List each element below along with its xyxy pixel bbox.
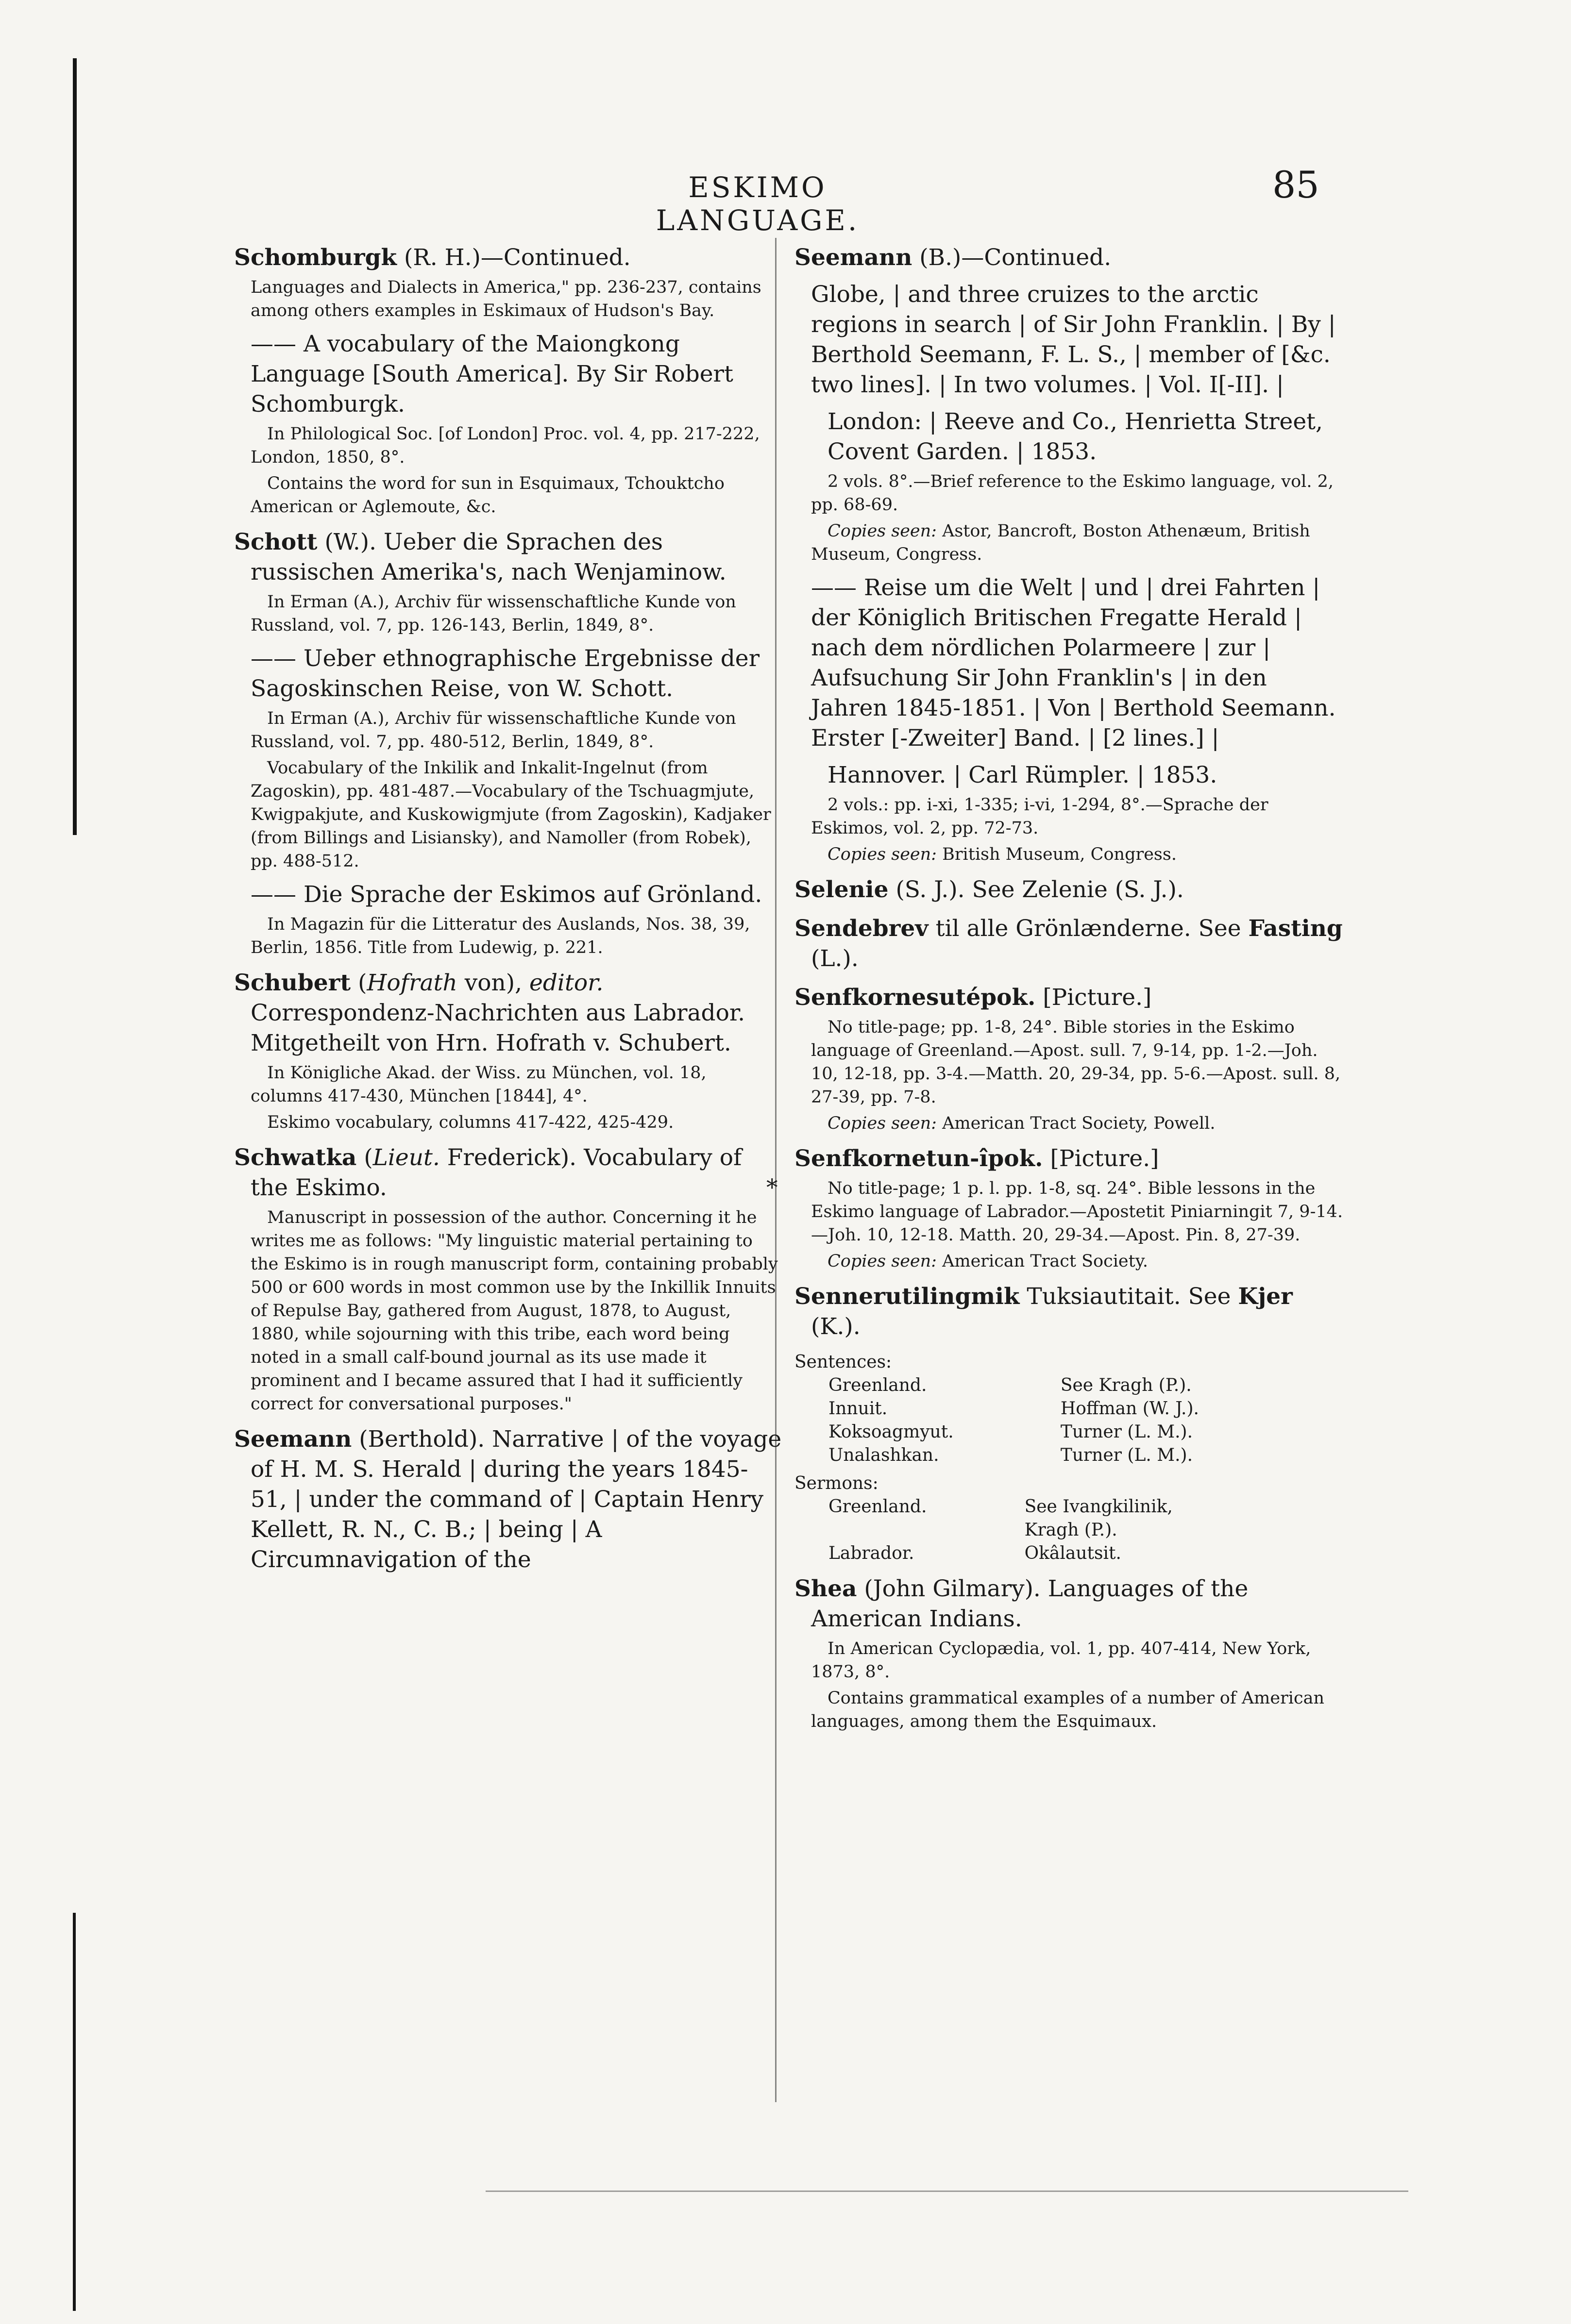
author-name: Schomburgk [234, 244, 397, 271]
index-reference: Okâlautsit. [1024, 1543, 1121, 1563]
entry-sennerutilingmik [794, 1282, 1343, 1342]
continued-label: (R. H.)—Continued. [397, 244, 631, 271]
sermons-table [828, 1495, 1314, 1565]
sermons-label: Sermons: [794, 1473, 878, 1493]
index-subject: Greenland. [828, 1497, 927, 1517]
sentences-table [828, 1374, 1314, 1467]
entry-schott [234, 527, 783, 959]
index-reference: Turner (L. M.). [1060, 1445, 1193, 1465]
entry-heading: Schwatka (Lieut. Frederick). Vocabulary of the Eskimo. * [234, 1144, 778, 1201]
author-name: Sennerutilingmik [794, 1283, 1020, 1310]
entry-heading: Sendebrev til alle Grönlænderne. See Fasting (L.). [794, 915, 1343, 972]
entry-seemann-berthold [234, 1424, 783, 1575]
entry-heading: Senfkornetun-îpok. [Picture.] [794, 1145, 1159, 1172]
index-reference: See Ivangkilinik, [1024, 1497, 1173, 1517]
index-row [828, 1444, 1314, 1467]
entry-shea [794, 1574, 1343, 1733]
entry-note: In Königliche Akad. der Wiss. zu München, vol. 18, columns 417-430, München [1844], 4°. [251, 1063, 707, 1106]
index-row [828, 1374, 1314, 1397]
index-reference: See Kragh (P.). [1060, 1375, 1192, 1395]
entry-note: Manuscript in possession of the author. Concerning it he writes me as follows: "My linguistic material pertaining to the Eskimo is in rough manuscript form, containing probably 500 or 600 words in most common use by the Inkillik Innuits of Repulse Bay, gathered from August, 1878, to August, 1880, while sojourning with this tribe, each word being noted in a small calf-bound journal as its use made it prominent and I became assured that I had it sufficiently correct for conversational purposes." [251, 1208, 778, 1414]
author-name: Seemann [234, 1426, 352, 1453]
entry-subtitle: —— Reise um die Welt | und | drei Fahrten | der Königlich Britischen Fregatte Herald | nach dem nördlichen Polarmeere | zur | Aufsuchung Sir John Franklin's | in den Jahren 1845-1851. | Von | Berthold Seemann. Erster [-Zweiter] Band. | [2 lines.] | [794, 573, 1343, 753]
author-name: Senfkornetun-îpok. [794, 1145, 1043, 1172]
index-reference: Kragh (P.). [1024, 1520, 1117, 1540]
entry-note: In Philological Soc. [of London] Proc. vol. 4, pp. 217-222, London, 1850, 8°. [251, 424, 760, 467]
index-row [828, 1495, 1314, 1519]
index-row [828, 1542, 1314, 1565]
entry-heading: Senfkornesutépok. [Picture.] [794, 984, 1152, 1011]
author-name: Schubert [234, 970, 351, 996]
entry-heading: Schott (W.). Ueber die Sprachen des russischen Amerika's, nach Wenjaminow. [234, 529, 726, 585]
entry-note: Eskimo vocabulary, columns 417-422, 425-429. [267, 1113, 674, 1132]
entry-note: No title-page; pp. 1-8, 24°. Bible stories in the Eskimo language of Greenland.—Apost. sull. 7, 9-14, pp. 1-2.—Joh. 10, 12-18, pp. 3-4.—Matth. 20, 29-34, pp. 5-6.—Apost. sull. 8, 27-39, pp. 7-8. [811, 1018, 1341, 1107]
entry-imprint: Hannover. | Carl Rümpler. | 1853. [828, 762, 1217, 788]
entry-subtitle: —— A vocabulary of the Maiongkong Language [South America]. By Sir Robert Schomburgk. [234, 329, 783, 419]
dash: —— [251, 881, 296, 908]
entry-note: Contains the word for sun in Esquimaux, Tchouktcho American or Aglemoute, &c. [251, 474, 725, 517]
left-margin-rule [73, 58, 77, 835]
entry-heading: Sennerutilingmik Tuksiautitait. See Kjer (K.). [794, 1283, 1293, 1340]
entry-note: In Erman (A.), Archiv für wissenschaftliche Kunde von Russland, vol. 7, pp. 480-512, Berlin, 1849, 8°. [251, 709, 736, 752]
entry-note: Copies seen: British Museum, Congress. [828, 845, 1177, 864]
index-subject: Greenland. [828, 1375, 927, 1395]
left-margin-rule-lower [73, 1913, 76, 2311]
author-name: Senfkornesutépok. [794, 984, 1036, 1011]
author-name: Schwatka [234, 1144, 357, 1171]
entry-senfkornetun [794, 1144, 1343, 1273]
left-column [234, 243, 783, 1584]
entry-schomburgk [234, 243, 783, 518]
entry-heading [234, 243, 783, 273]
sentences-label: Sentences: [794, 1352, 892, 1372]
entry-heading: Shea (John Gilmary). Languages of the American Indians. [794, 1575, 1249, 1632]
entry-schwatka [234, 1143, 783, 1416]
entry-note: No title-page; 1 p. l. pp. 1-8, sq. 24°. Bible lessons in the Eskimo language of Labrador.—Apostetit Piniarningit 7, 9-14.—Joh. 10, 12-18. Matth. 20, 29-34.—Apost. Pin. 8, 27-39. [811, 1179, 1343, 1245]
author-name: Shea [794, 1575, 857, 1602]
entry-subtitle: —— Ueber ethnographische Ergebnisse der Sagoskinschen Reise, von W. Schott. [234, 644, 783, 704]
dash: —— [811, 574, 857, 601]
entry-heading: Seemann (Berthold). Narrative | of the voyage of H. M. S. Herald | during the years 1845-51, | under the command of | Captain Henry Kellett, R. N., C. B.; | being | A Circumnavigation of the [234, 1426, 782, 1573]
entry-heading: Selenie (S. J.). See Zelenie (S. J.). [794, 876, 1184, 903]
entry-heading: Schubert (Hofrath von), editor. Correspondenz-Nachrichten aus Labrador. Mitgetheilt von Hrn. Hofrath v. Schubert. [234, 970, 745, 1056]
index-subject: Koksoagmyut. [828, 1422, 954, 1442]
index-subject: Labrador. [828, 1543, 914, 1563]
entry-selenie [794, 875, 1343, 905]
author-name: Schott [234, 529, 318, 555]
index-subject: Innuit. [828, 1399, 888, 1419]
entry-note: Vocabulary of the Inkilik and Inkalit-Ingelnut (from Zagoskin), pp. 481-487.—Vocabulary of the Tschuagmjute, Kwigpakjute, and Kuskowigmjute (from Zagoskin), Kadjaker (from Billings and Lisiansky), and Namoller (from Robek), pp. 488-512. [251, 758, 771, 871]
entry-senfkornesutepok [794, 983, 1343, 1135]
entry-note: Contains grammatical examples of a number of American languages, among them the Esquimaux. [811, 1689, 1324, 1731]
index-subject: Unalashkan. [828, 1445, 939, 1465]
entry-subtitle: —— Die Sprache der Eskimos auf Grönland. [234, 880, 783, 910]
entry-note: In Magazin für die Litteratur des Auslands, Nos. 38, 39, Berlin, 1856. Title from Ludewig, p. 221. [251, 915, 750, 957]
dash: —— [251, 645, 296, 672]
dash: —— [251, 331, 296, 357]
entry-seemann-cont [794, 243, 1343, 866]
entry-note: 2 vols. 8°.—Brief reference to the Eskimo language, vol. 2, pp. 68-69. [811, 472, 1334, 515]
page-number: 85 [1272, 163, 1319, 206]
author-name: Selenie [794, 876, 889, 903]
entry-note: In Erman (A.), Archiv für wissenschaftliche Kunde von Russland, vol. 7, pp. 126-143, Berlin, 1849, 8°. [251, 592, 736, 635]
index-reference: Hoffman (W. J.). [1060, 1399, 1199, 1419]
author-name: Seemann [794, 244, 912, 271]
author-name: Sendebrev [794, 915, 929, 942]
entry-heading: Seemann (B.)—Continued. [794, 244, 1112, 271]
entry-note: In American Cyclopædia, vol. 1, pp. 407-414, New York, 1873, 8°. [811, 1639, 1311, 1682]
entry-title-text: Globe, | and three cruizes to the arctic regions in search | of Sir John Franklin. | By | Berthold Seemann, F. L. S., | member of [&c. two lines]. | In two volumes. | Vol. I[-II]. | [811, 281, 1336, 398]
running-header: ESKIMO LANGUAGE. [656, 171, 860, 237]
entry-note: 2 vols.: pp. i-xi, 1-335; i-vi, 1-294, 8°.—Sprache der Eskimos, vol. 2, pp. 72-73. [811, 795, 1268, 838]
index-row [828, 1397, 1314, 1421]
subject-index [794, 1351, 1343, 1565]
entry-note: Copies seen: American Tract Society. [828, 1252, 1148, 1271]
index-row [828, 1519, 1314, 1542]
entry-note: Copies seen: American Tract Society, Powell. [828, 1114, 1216, 1133]
entry-schubert [234, 968, 783, 1134]
entry-sendebrev [794, 914, 1343, 974]
entry-imprint: London: | Reeve and Co., Henrietta Street, Covent Garden. | 1853. [828, 408, 1323, 465]
entry-note: Languages and Dialects in America," pp. 236-237, contains among others examples in Eskimaux of Hudson's Bay. [251, 278, 761, 320]
entry-note: Copies seen: Astor, Bancroft, Boston Athenæum, British Museum, Congress. [811, 521, 1310, 564]
bottom-rule [486, 2190, 1408, 2192]
right-column [794, 243, 1343, 1742]
index-row [828, 1421, 1314, 1444]
index-subject [828, 1519, 1015, 1542]
index-reference: Turner (L. M.). [1060, 1422, 1193, 1442]
